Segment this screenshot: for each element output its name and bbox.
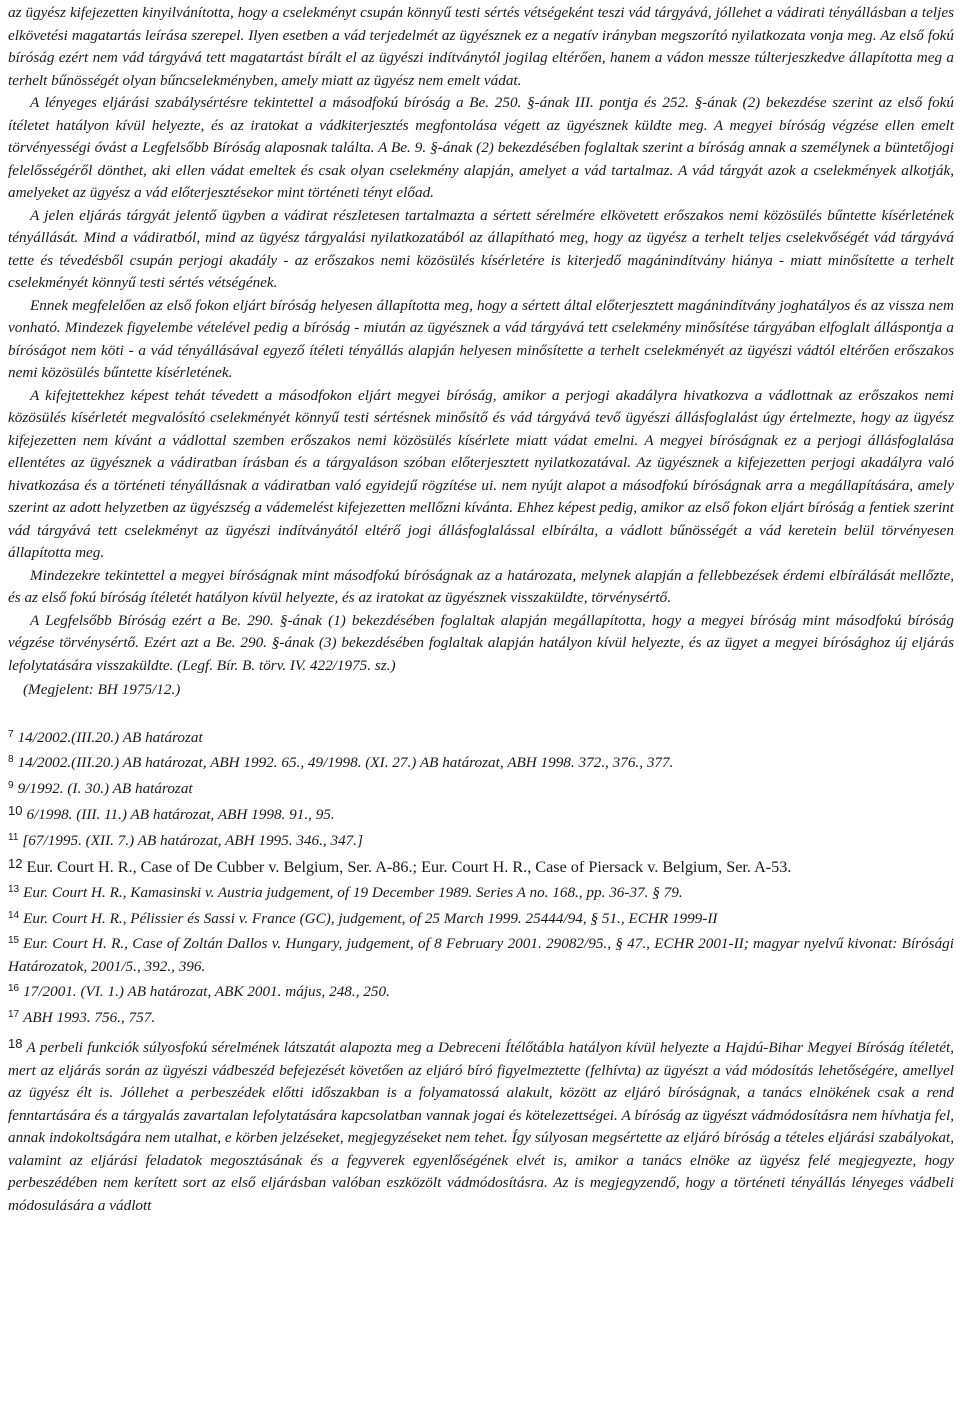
footnote-text: Eur. Court H. R., Case of Zoltán Dallos v. Hungary, judgement, of 8 February 2001. 29082/95., § 47., ECHR 2001-II; magyar nyelvű kivonat: Bírósági Határozatok, 2001/5., 392., 396. [8,935,954,975]
footnote [8,930,954,978]
footnote-number: 18 [8,1036,23,1051]
footnote-number: 7 [8,728,14,740]
footnote-number: 8 [8,754,14,765]
paragraph: A lényeges eljárási szabálysértésre tekintettel a másodfokú bíróság a Be. 250. §-ának III. pontja és 252. §-ának (2) bekezdése szerint az első fokú ítéletet hatályon kívül helyezte, és az iratokat a vádkiterjesztés megfontolása végett az ügyésznek küldte meg. A megyei bíróság végzése ellen emelt törvényességi óvást a Legfelsőbb Bíróság alaposnak találta. A Be. 9. §-ának (2) bekezdésében foglaltak szerint a bíróság annak a személynek a büntetőjogi felelősségéről dönthet, aki ellen vádat emeltek és csak olyan cselekmény alapján, amelyet a vád tartalmaz. A vád tárgyát azok a cselekmények alkotják, amelyeket az ügyész a vád előterjesztésekor mint történeti tényt előad. [8,94,954,201]
footnote-number: 10 [8,803,23,818]
footnote [8,1033,954,1217]
footnote-number: 15 [8,935,20,946]
footnote [8,978,954,1004]
paragraph-continuation: az ügyész kifejezetten kinyilvánította, hogy a cselekményt csupán könnyű testi sértés vétségeként teszi vád tárgyává, jóllehet a vádirati tényállásban a teljes elkövetési magatartás leírása szerepel. Ilyen esetben a vád terjedelmét az ügyésznek ez a negatív irányban megszorító nyilatkozata vonja meg. Az első fokú bíróság ezért nem vád tárgyává tett magatartást bírált el az ügyészi indítványtól jogilag eltérően, hanem a vádon messze túlterjeszkedve állapította meg a terhelt bűnösségét olyan bűncselekményben, amely miatt az ügyész nem emelt vádat. [8,4,954,89]
footnote-text: 9/1992. (I. 30.) AB határozat [17,779,193,797]
paragraph: A kifejtettekhez képest tehát tévedett a másodfokon eljárt megyei bíróság, amikor a perjogi akadályra hivatkozva a vádlottnak az erőszakos nemi közösülés kísérletét megvalósító cselekményét könnyű testi sértésnek minősítő és vád tárgyává tevő ügyészi állásfoglalást úgy értelmezte, hogy az ügyész kifejezetten nem kívánt a vádlottal szemben erőszakos nemi közösülés kísérlete miatt vádat emelni. A megyei bíróságnak ez a perjogi állásfoglalása ellentétes az ügyésznek a vádiratban írásban és a tárgyaláson szóban előterjesztett nyilatkozatával. Az ügyésznek a kifejezetten perjogi akadályra való hivatkozása és a történeti tényállásnak a vádiratban való egyidejű rögzítése ui. nem nyújt alapot a másodfokú bíróságnak arra a megállapítására, amely szerint az adott helyzetben az ügyészség a vádemelést kifejezetten mellőzni kívánta. Ehhez képest pedig, amikor az első fokon eljárt bíróság a fentiek szerint vád tárgyává tett cselekményt az ügyészi indítványától eltérő jogi állásfoglalással elbírálta, a vádlott bűnösségét a vád keretein belül törvényesen állapította meg. [8,386,954,561]
footnote-text: Eur. Court H. R., Kamasinski v. Austria judgement, of 19 December 1989. Series A no. 168., pp. 36-37. § 79. [23,884,683,901]
footnote-text: Eur. Court H. R., Pélissier és Sassi v. France (GC), judgement, of 25 March 1999. 25444/94, § 51., ECHR 1999-II [23,909,718,927]
footnote-number: 13 [8,884,20,895]
footnote-number: 16 [8,983,20,994]
footnote-number: 9 [8,779,14,791]
footnote-text: 14/2002.(III.20.) AB határozat [17,728,203,746]
footnotes [8,724,954,1218]
publication-note: (Megjelent: BH 1975/12.) [23,681,181,698]
footnote-text: 6/1998. (III. 11.) AB határozat, ABH 1998. 91., 95. [26,806,335,823]
paragraph: A Legfelsőbb Bíróság ezért a Be. 290. §-ának (1) bekezdésében foglaltak alapján megállapította, hogy a megyei bíróság mint másodfokú bíróság végzése törvénysértő. Ezért azt a Be. 290. §-ának (3) bekezdésében foglaltak alapján hatályon kívül helyezte, és az ügyet a megyei bírósághoz új eljárás lefolytatására visszaküldte. (Legf. Bír. B. törv. IV. 422/1975. sz.) [8,611,954,674]
footnote [8,879,954,905]
footnote-text: 17/2001. (VI. 1.) AB határozat, ABK 2001. május, 248., 250. [23,983,390,1000]
footnote-text: [67/1995. (XII. 7.) AB határozat, ABH 1995. 346., 347.] [22,831,363,849]
footnote-number: 11 [8,831,19,843]
footnote-text: 14/2002.(III.20.) AB határozat, ABH 1992. 65., 49/1998. (XI. 27.) AB határozat, ABH 1998. 372., 376., 377. [17,754,674,771]
footnote [8,827,954,853]
footnote [8,852,954,879]
footnote-number: 12 [8,856,23,871]
footnote [8,724,954,750]
footnote [8,749,954,775]
footnote [8,1004,954,1030]
main-text [8,2,954,702]
footnote [8,775,954,801]
document-page [8,2,954,1217]
footnote-number: 17 [8,1008,20,1020]
footnote-text: A perbeli funkciók súlyosfokú sérelmének látszatát alapozta meg a Debreceni Ítélőtábla hatályon kívül helyezte a Hajdú-Bihar Megyei Bíróság ítéletét, mert az eljárás során az ügyészi vádbeszéd befejezését követően az eljáró bíró figyelmeztette (felhívta) az ügyészt a vád módosítás lehetőségére, amellyel az ügyész élt is. Jóllehet a perbeszédek előtti időszakban is a folyamatossá alakult, között az eljáró bíróságnak, a tanács elnökének csak a rend fenntartására és a tárgyalás zavartalan lefolytatására kapcsolatban vannak jogai és kötelezettségei. A bíróság az ügyészt vádmódosításra nem hívhatja fel, annak indokoltságára nem utalhat, e körben jelzéseket, megjegyzéseket nem tehet. Így súlyosan megsértette az eljáró bíróság a tételes eljárási szabályokat, valamint az eljárási feladatok megosztásának és a fegyverek egyenlőségének elvét is, amikor a tanács elnöke az ügyész felé megjegyezte, hogy perbeszédében nem kerített sort az első eljárásban valóban eszközölt vádmódosításra. Az is megjegyzendő, hogy a történeti tényállás lényeges vádbeli módosulására a vádlott [8,1039,954,1214]
footnote [8,905,954,931]
paragraph: Mindezekre tekintettel a megyei bíróságnak mint másodfokú bíróságnak az a határozata, melynek alapján a fellebbezések érdemi elbírálását mellőzte, és az első fokú bíróság ítéletét hatályon kívül helyezte, és az iratokat az ügyésznek visszaküldte, törvénysértő. [8,566,954,606]
paragraph: A jelen eljárás tárgyát jelentő ügyben a vádirat részletesen tartalmazta a sértett sérelmére elkövetett erőszakos nemi közösülés bűntette kísérletének tényállását. Mind a vádiratból, mind az ügyész tárgyalási nyilatkozatából az állapítható meg, hogy az ügyész a terhelt teljes cselekvőségét vád tárgyává tette és tévedésből csupán perjogi akadály - az erőszakos nemi közösülés kísérletére is kiterjedő magánindítvány hiánya - miatt minősítette a terhelt cselekményét könnyű testi sértés vétségének. [8,206,954,291]
footnote [8,800,954,827]
footnote-number: 14 [8,909,20,921]
paragraph: Ennek megfelelően az első fokon eljárt bíróság helyesen állapította meg, hogy a sértett által előterjesztett magánindítvány joghatályos és az vissza nem vonható. Mindezek figyelembe vételével pedig a bíróság - miután az ügyésznek a vád tárgyává tett cselekmény minősítése tárgyában elfoglalt álláspontja a bíróságot nem köti - a vád tényállásával egyező ítéleti tényállás alapján helyesen minősítette a terhelt cselekményét az ügyészi vádtól eltérően erőszakos nemi közösülés bűntette kísérletének. [8,296,954,381]
footnote-text: Eur. Court H. R., Case of De Cubber v. Belgium, Ser. A-86.; Eur. Court H. R., Case of Piersack v. Belgium, Ser. A-53. [26,858,792,876]
footnote-text: ABH 1993. 756., 757. [23,1008,156,1026]
